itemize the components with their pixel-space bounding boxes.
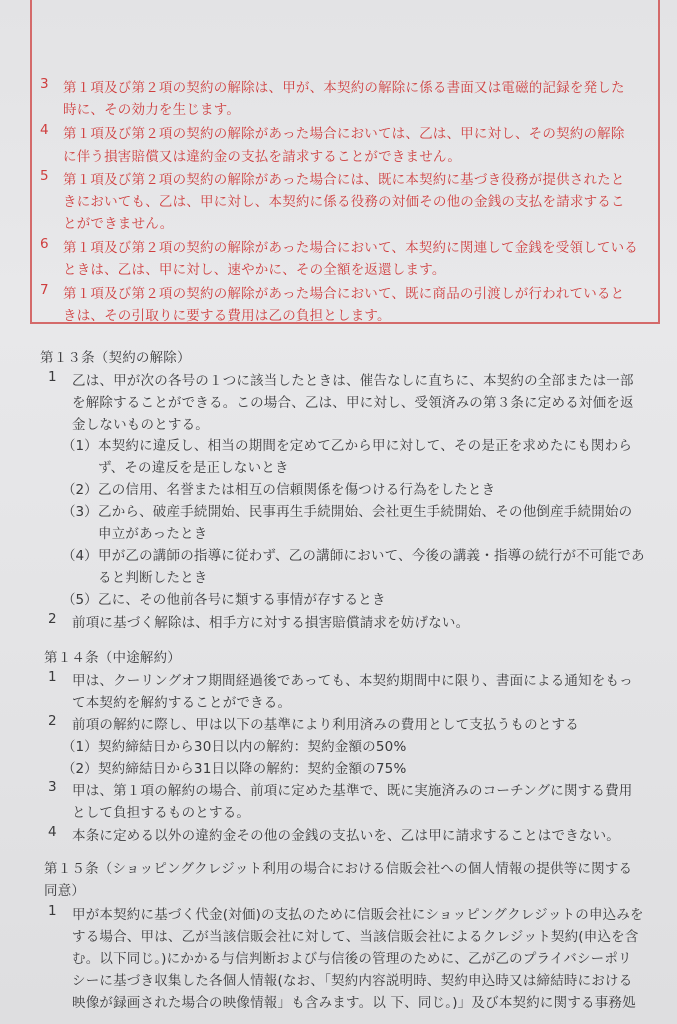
sub-item-line: 契約締結日から30日以内の解約：契約金額の50% <box>98 739 407 755</box>
item-number: 4 <box>40 122 49 138</box>
paragraph-line: て本契約を解約することができる。 <box>72 695 292 711</box>
sub-item-number: （4） <box>62 548 98 564</box>
paragraph-line: する場合、甲は、乙が当該信販会社に対して、当該信販会社によるクレジット契約(申込を含 <box>72 929 639 945</box>
item-number: 3 <box>40 76 49 92</box>
sub-item-number: （1） <box>62 438 98 454</box>
article-13-title: 第１３条（契約の解除） <box>40 350 191 366</box>
sub-item-line: ず、その違反を是正しないとき <box>98 460 289 476</box>
sub-item-line: ると判断したとき <box>98 570 208 586</box>
article-14-title: 第１４条（中途解約） <box>44 650 181 666</box>
sub-item-line: 申立があったとき <box>98 526 208 542</box>
paragraph-line: 甲は、クーリングオフ期間経過後であっても、本契約期間中に限り、書面による通知をもっ <box>72 673 633 689</box>
paragraph-number: 4 <box>48 824 57 840</box>
paragraph-line: 甲は、第１項の解約の場合、前項に定めた基準で、既に実施済みのコーチングに関する費用 <box>72 783 633 799</box>
item-line: きにおいても、乙は、甲に対し、本契約に係る役務の対価その他の金銭の支払を請求するこ <box>63 194 625 210</box>
paragraph-line: 本条に定める以外の違約金その他の金銭の支払いを、乙は甲に請求することはできない。 <box>72 828 620 844</box>
paragraph-number: 2 <box>48 611 57 627</box>
sub-item-number: （3） <box>62 504 98 520</box>
paragraph-line: 甲が本契約に基づく代金(対価)の支払のために信販会社にショッピングクレジットの申込みを <box>72 907 644 923</box>
paragraph-line: 金しないものとする。 <box>72 417 209 433</box>
item-line: 第１項及び第２項の契約の解除があった場合において、既に商品の引渡しが行われていると <box>63 286 625 302</box>
item-line: ときは、乙は、甲に対し、速やかに、その全額を返還します。 <box>63 262 446 278</box>
item-number: 7 <box>40 282 49 298</box>
paragraph-number: 1 <box>48 903 57 919</box>
item-line: とができません。 <box>63 216 174 232</box>
sub-item-line: 契約締結日から31日以降の解約：契約金額の75% <box>98 761 407 777</box>
article-15-title: 同意） <box>44 883 86 899</box>
paragraph-line: として負担するものとする。 <box>72 805 251 821</box>
item-line: きは、その引取りに要する費用は乙の負担とします。 <box>63 308 391 324</box>
sub-item-number: （1） <box>62 739 98 755</box>
paragraph-number: 2 <box>48 713 57 729</box>
item-number: 6 <box>40 236 49 252</box>
sub-item-line: 乙から、破産手続開始、民事再生手続開始、会社更生手続開始、その他倒産手続開始の <box>98 504 633 520</box>
item-line: 第１項及び第２項の契約の解除があった場合には、既に本契約に基づき役務が提供されたと <box>63 172 625 188</box>
item-line: 第１項及び第２項の契約の解除は、甲が、本契約の解除に係る書面又は電磁的記録を発した <box>63 80 625 96</box>
paragraph-line: 乙は、甲が次の各号の１つに該当したときは、催告なしに直ちに、本契約の全部または一部 <box>72 373 634 389</box>
paragraph-line: む。以下同じ。)にかかる与信判断および与信後の管理のために、乙が乙のプライバシーポリ <box>72 951 632 967</box>
paragraph-line: 前項に基づく解除は、相手方に対する損害賠償請求を妨げない。 <box>72 615 470 631</box>
sub-item-line: 甲が乙の講師の指導に従わず、乙の講師において、今後の講義・指導の続行が不可能であ <box>98 548 645 564</box>
item-line: 第１項及び第２項の契約の解除があった場合において、本契約に関連して金銭を受領している <box>63 240 638 256</box>
item-number: 5 <box>40 168 49 184</box>
paragraph-line: シーに基づき収集した各個人情報(なお、「契約内容説明時、契約申込時又は締結時における <box>72 973 633 989</box>
sub-item-line: 乙の信用、名誉または相互の信頼関係を傷つける行為をしたとき <box>98 482 496 498</box>
item-line: 時に、その効力を生じます。 <box>63 102 241 118</box>
paragraph-number: 1 <box>48 669 57 685</box>
article-15-title: 第１５条（ショッピングクレジット利用の場合における信販会社への個人情報の提供等に関する <box>44 861 633 877</box>
item-line: 第１項及び第２項の契約の解除があった場合においては、乙は、甲に対し、その契約の解除 <box>63 126 625 142</box>
sub-item-number: （5） <box>62 592 98 608</box>
sub-item-line: 乙に、その他前各号に類する事情が存するとき <box>98 592 386 608</box>
paragraph-number: 1 <box>48 369 57 385</box>
paragraph-number: 3 <box>48 779 57 795</box>
sub-item-number: （2） <box>62 761 98 777</box>
paragraph-line: を解除することができる。この場合、乙は、甲に対し、受領済みの第３条に定める対価を返 <box>72 395 634 411</box>
paragraph-line: 映像が録画された場合の映像情報」も含みます。以 下、同じ。)」及び本契約に関する事務処 <box>72 995 636 1011</box>
item-line: に伴う損害賠償又は違約金の支払を請求することができません。 <box>63 149 462 165</box>
sub-item-number: （2） <box>62 482 98 498</box>
paragraph-line: 前項の解約に際し、甲は以下の基準により利用済みの費用として支払うものとする <box>72 717 579 733</box>
sub-item-line: 本契約に違反し、相当の期間を定めて乙から甲に対して、その是正を求めたにも関わら <box>98 438 633 454</box>
